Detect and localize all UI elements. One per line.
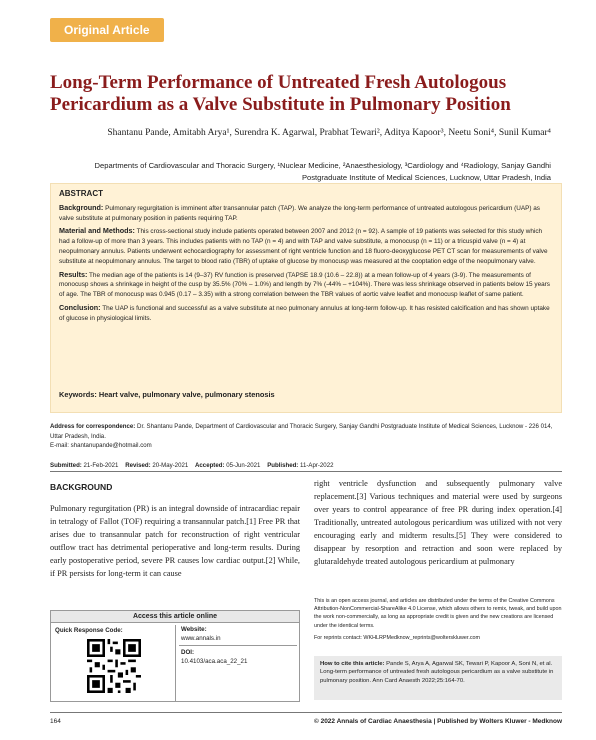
access-online-box [50,610,300,702]
keywords [59,390,275,400]
abstract-background [59,203,553,224]
doi-label: DOI: [181,649,195,656]
website-link[interactable]: www.annals.in [181,635,221,642]
accepted-date: 05-Jun-2021 [226,462,261,469]
copyright: © 2022 Annals of Cardiac Anaesthesia | Published by Wolters Kluwer - Medknow [313,718,562,725]
submitted-date: 21-Feb-2021 [83,462,119,469]
published-label: Published: [267,462,299,469]
abstract-background-text: Pulmonary regurgitation is imminent after transannular patch (TAP). We analyze the long-term performance of untreated autologous pericardium (UAP) as valve substitute at pulmonary position in patients requiring TAP. [59,204,540,222]
abstract-methods-label: Material and Methods: [59,226,135,236]
accepted-label: Accepted: [195,462,225,469]
abstract-heading: ABSTRACT [59,189,103,198]
affiliation: Departments of Cardiovascular and Thoracic Surgery, ¹Nuclear Medicine, ²Anaesthesiology, ³Cardiology and ⁴Radiology, Sanjay Gandhi Postgraduate Institute of Medical Sciences, Lucknow, Uttar Pradesh, India [94,161,551,182]
abstract-background-label: Background: [59,202,104,212]
body-column-right [314,477,562,568]
reprints-text: For reprints contact: WKHLRPMedknow_reprints@wolterskluwer.com [314,634,481,641]
abstract-conclusion [59,303,553,324]
abstract-results-label: Results: [59,269,88,279]
abstract-methods [59,226,553,266]
divider [50,471,562,472]
revised-label: Revised: [125,462,151,469]
revised-date: 20-May-2021 [152,462,189,469]
abstract-results-text: The median age of the patients is 14 (9–37) RV function is preserved (TAPSE 18.9 (10.6 – 22.8)) at a mean follow-up of 4 years (3-9). The measurements of monocusp shows a shrinkage in height of the cusp by 35.5% (70% – 1.0%) and length by 7% (-44% – +104%). There was less shrinkage observed in patients below 15 years of age. The TBR of monocusp was 0.945 (0.17 – 3.35) with a strong correlation between the TBR values of aortic valve leaflet and monocusp leaflet of same patient. [59,271,551,299]
footer-divider [50,712,562,713]
abstract-conclusion-label: Conclusion: [59,302,101,312]
abstract-results [59,270,553,300]
keywords-label: Keywords: [59,390,97,399]
body-column-left [50,502,300,580]
citation-text: Pande S, Arya A, Agarwal SK, Tewari P, Kapoor A, Soni N, et al. Long-term performance of untreated fresh autologous pericardium as a valve substitute in pulmonary position. Ann Card Anaesth 2022;25:164-70. [320,661,554,684]
author-list: Shantanu Pande, Amitabh Arya¹, Surendra K. Agarwal, Prabhat Tewari², Aditya Kapoor³, Neetu Soni⁴, Sunil Kumar⁴ [107,128,551,138]
qr-code-icon[interactable] [87,639,141,693]
submitted-label: Submitted: [50,462,82,469]
abstract-conclusion-text: The UAP is functional and successful as a valve substitute at neo pulmonary annulus at long-term follow-up. It has resisted calcification and has shown uptake of glucose in physiological limits. [59,304,550,322]
article-type-tag: Original Article [50,18,164,42]
access-heading: Access this article online [51,611,299,623]
access-info [179,625,297,666]
correspondence [50,422,562,451]
website-label: Website: [181,626,207,633]
abstract-methods-text: This cross-sectional study include patients operated between 2007 and 2012 (n = 92). A sample of 19 patients was selected for this study which had a follow-up of more than 3 years. This includes patients with no TAP (n = 4) and with TAP and valve substitute, a monocusp (n = 11) or a tricuspid valve (n = 4) at neopulmonary annulus. Patients underwent echocardiography for assessment of right ventricle function and 18 fluoro-deoxyglucose PET CT scan for measurements of valve substitute at neopulmonary annulus. The target to blood ratio (TBR) of uptake of glucose by monocusp was measured at the cooptation edge of the neopulmonary valve. [59,228,548,265]
doi-link[interactable]: 10.4103/aca.aca_22_21 [181,658,248,665]
divider [179,645,297,646]
article-dates [50,462,562,469]
correspondence-label: Address for correspondence: [50,423,136,430]
body-paragraph: right ventricle dysfunction and subsequently pulmonary valve replacement.[3] Various techniques and material were used by surgeons over years to control appearance of free PR during index operation.[4] Traditionally, untreated autologous pericardium was utilized with not very encouraging early and midterm results.[5] They were considered to disappear by resorption and retraction and soon were replaced by glutaraldehyde treated autologous pericardium at pulmonary [314,479,562,566]
article-title: Long-Term Performance of Untreated Fresh Autologous Pericardium as a Valve Substitute in Pulmonary Position [50,72,511,115]
license-notice [314,597,562,646]
qr-label: Quick Response Code: [55,627,123,634]
abstract-box [50,183,562,413]
body-paragraph: Pulmonary regurgitation (PR) is an integral downside of intracardiac repair in tetralogy of Fallot (TOF) requiring a transannular patch.[1] Free PR that arises due to transannular patch for reconstruction of right ventricular outflow tract has detrimental perioperative and long-term results. During early postoperative period, severe PR causes low cardiac output.[2] While, if PR persists for long-term it can cause [50,504,300,578]
published-date: 11-Apr-2022 [300,462,334,469]
correspondence-text: Dr. Shantanu Pande, Department of Cardiovascular and Thoracic Surgery, Sanjay Gandhi Postgraduate Institute of Medical Sciences, Lucknow - 226 014, Uttar Pradesh, India. [50,423,553,440]
license-text: This is an open access journal, and articles are distributed under the terms of the Creative Commons Attribution-NonCommercial-ShareAlike 4.0 License, which allows others to remix, tweak, and build upon the work non-commercially, as long as appropriate credit is given and the new creations are licensed under the identical terms. [314,598,562,629]
keywords-text: Heart valve, pulmonary valve, pulmonary stenosis [98,390,275,399]
background-heading: BACKGROUND [50,482,113,492]
citation-label: How to cite this article: [320,661,385,667]
page-number: 164 [50,718,61,725]
correspondence-email[interactable]: E-mail: shantanupande@hotmail.com [50,442,152,450]
citation-box [314,656,562,700]
qr-column [51,625,176,701]
